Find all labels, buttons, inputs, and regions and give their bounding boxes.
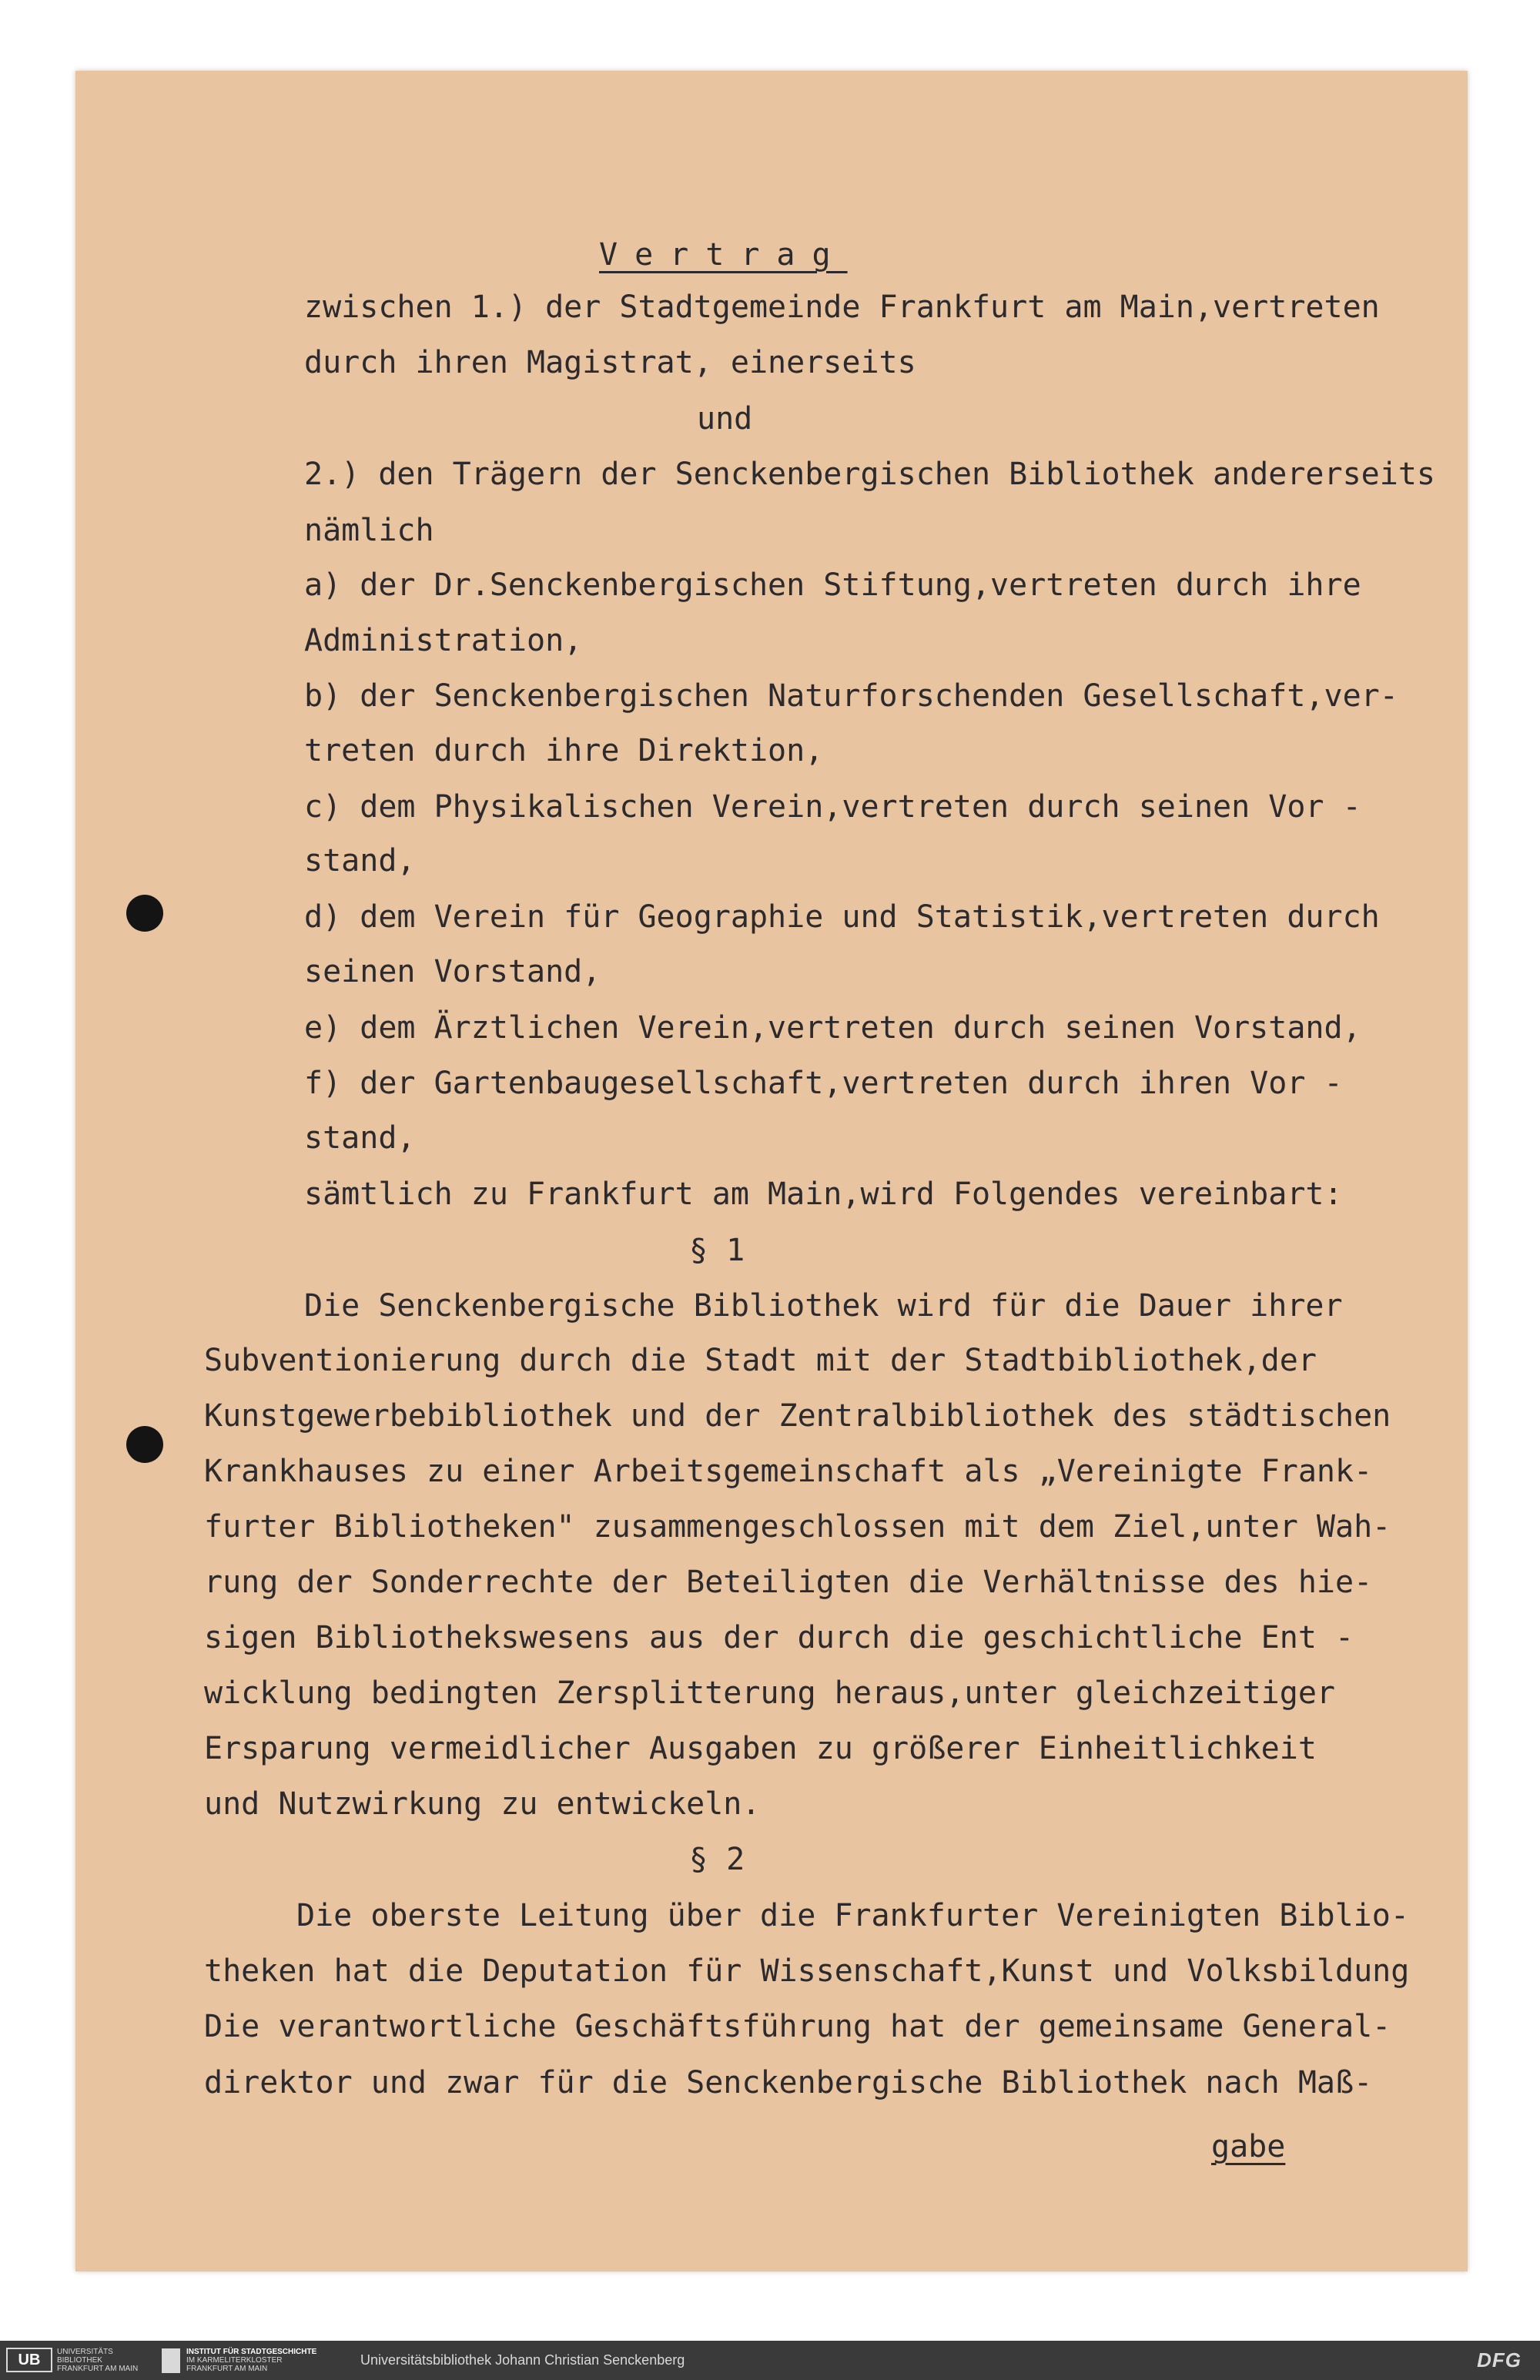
institute-logo[interactable] bbox=[162, 2348, 333, 2373]
text-line: durch ihren Magistrat, einerseits bbox=[304, 345, 916, 380]
text-line: a) der Dr.Senckenbergischen Stiftung,vertreten durch ihre bbox=[304, 567, 1361, 603]
punch-hole-lower bbox=[126, 1426, 163, 1463]
text-line: Subventionierung durch die Stadt mit der Stadtbibliothek,der bbox=[204, 1343, 1317, 1378]
section-heading: § 1 bbox=[689, 1233, 745, 1268]
text-line: b) der Senckenbergischen Naturforschenden Gesellschaft,ver- bbox=[304, 678, 1398, 714]
library-name[interactable]: Universitätsbibliothek Johann Christian Senckenberg bbox=[360, 2352, 685, 2368]
text-line: und Nutzwirkung zu entwickeln. bbox=[204, 1786, 761, 1822]
punch-hole-upper bbox=[126, 895, 163, 932]
text-line: stand, bbox=[304, 1120, 416, 1156]
ub-logo-mark: UB bbox=[6, 2348, 52, 2372]
text-line: Administration, bbox=[304, 623, 583, 658]
ub-logo-text: UNIVERSITÄTS BIBLIOTHEK FRANKFURT AM MAIN bbox=[57, 2347, 139, 2373]
ub-logo[interactable] bbox=[6, 2348, 172, 2372]
text-line: sigen Bibliothekswesens aus der durch die geschichtliche Ent - bbox=[204, 1620, 1354, 1655]
text-line: Die oberste Leitung über die Frankfurter Vereinigten Biblio- bbox=[296, 1898, 1409, 1933]
text-line: Krankhauses zu einer Arbeitsgemeinschaft als „Vereinigte Frank- bbox=[204, 1454, 1373, 1489]
text-line: stand, bbox=[304, 843, 416, 879]
text-line: wicklung bedingten Zersplitterung heraus,unter gleichzeitiger bbox=[204, 1675, 1336, 1711]
text-line: Kunstgewerbebibliothek und der Zentralbibliothek des städtischen bbox=[204, 1398, 1391, 1434]
dfg-logo[interactable]: DFG bbox=[1477, 2348, 1522, 2372]
document-page bbox=[75, 71, 1468, 2271]
text-line: c) dem Physikalischen Verein,vertreten durch seinen Vor - bbox=[304, 789, 1361, 825]
viewer-footer-bar bbox=[0, 2341, 1540, 2380]
text-line: zwischen 1.) der Stadtgemeinde Frankfurt am Main,vertreten bbox=[304, 290, 1380, 325]
text-line: furter Bibliotheken" zusammengeschlossen mit dem Ziel,unter Wah- bbox=[204, 1509, 1391, 1545]
text-line: f) der Gartenbaugesellschaft,vertreten durch ihren Vor - bbox=[304, 1066, 1343, 1101]
document-title: Vertrag bbox=[599, 237, 848, 273]
catchword: gabe bbox=[1211, 2129, 1286, 2164]
text-line: treten durch ihre Direktion, bbox=[304, 733, 824, 768]
text-line: 2.) den Trägern der Senckenbergischen Bibliothek andererseits bbox=[304, 457, 1436, 492]
institute-subtitle: IM KARMELITERKLOSTER FRANKFURT AM MAIN bbox=[186, 2356, 283, 2373]
text-line: Ersparung vermeidlicher Ausgaben zu größerer Einheitlichkeit bbox=[204, 1731, 1317, 1766]
text-line: nämlich bbox=[304, 513, 434, 548]
text-line: seinen Vorstand, bbox=[304, 954, 601, 989]
text-line: rung der Sonderrechte der Beteiligten die Verhältnisse des hie- bbox=[204, 1565, 1373, 1600]
text-line: Die verantwortliche Geschäftsführung hat der gemeinsame General- bbox=[204, 2009, 1391, 2044]
text-line: e) dem Ärztlichen Verein,vertreten durch seinen Vorstand, bbox=[304, 1010, 1361, 1046]
text-line: theken hat die Deputation für Wissenschaft,Kunst und Volksbildung bbox=[204, 1953, 1410, 1989]
institute-emblem-icon bbox=[162, 2348, 180, 2373]
text-line: und bbox=[697, 401, 753, 437]
text-line: Die Senckenbergische Bibliothek wird für die Dauer ihrer bbox=[304, 1288, 1343, 1324]
text-line: direktor und zwar für die Senckenbergische Bibliothek nach Maß- bbox=[204, 2065, 1373, 2100]
text-line: sämtlich zu Frankfurt am Main,wird Folgendes vereinbart: bbox=[304, 1177, 1343, 1212]
institute-title: INSTITUT FÜR STADTGESCHICHTE bbox=[186, 2348, 317, 2356]
section-heading: § 2 bbox=[689, 1842, 745, 1877]
text-line: d) dem Verein für Geographie und Statistik,vertreten durch bbox=[304, 899, 1380, 935]
